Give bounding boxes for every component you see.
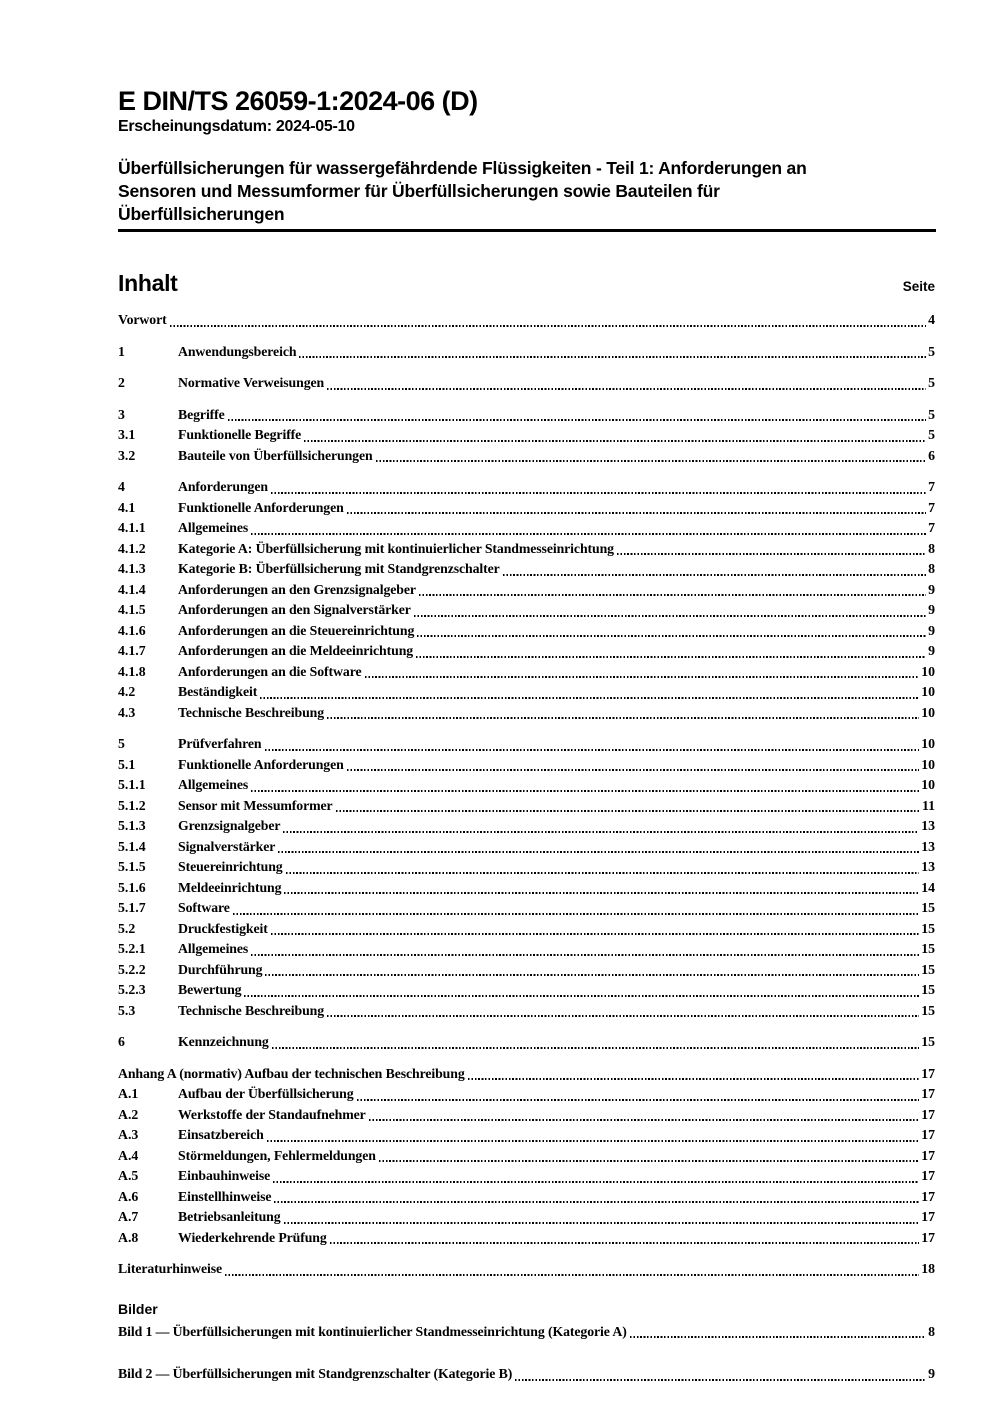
toc-entry-page: 10 [921, 704, 935, 720]
toc-dot-leader [347, 769, 920, 771]
toc-entry [118, 539, 935, 560]
toc-entry [118, 796, 935, 817]
toc-entry [118, 1001, 935, 1022]
document-number: E DIN/TS 26059-1:2024-06 (D) [118, 86, 478, 116]
toc-entry-number: 4.3 [118, 704, 136, 720]
toc-entry-number: 4.1.1 [118, 520, 146, 535]
toc-dot-leader [503, 574, 926, 576]
toc-entry [118, 1259, 935, 1280]
figures-heading: Bilder [118, 1300, 158, 1317]
toc-entry-page: 15 [921, 941, 935, 956]
document-title [118, 157, 935, 226]
toc-entry-number: 4.1.5 [118, 602, 146, 617]
toc-dot-leader [327, 1015, 919, 1017]
toc-entry-label: Einsatzbereich [178, 1127, 264, 1142]
toc-entry [118, 662, 935, 683]
toc-entry-page: 5 [928, 375, 935, 390]
toc-entry [118, 755, 935, 776]
toc-entry-label: Anhang A (normativ) Aufbau der technischen Beschreibung [118, 1065, 465, 1081]
toc-entry-number: 4.1.4 [118, 581, 146, 597]
toc-entry [118, 682, 935, 703]
toc-entry-page: 15 [921, 1002, 935, 1018]
toc-entry-label: Sensor mit Messumformer [178, 797, 333, 813]
toc-entry-label: Bild 1 — Überfüllsicherungen mit kontinuierlicher Standmesseinrichtung (Kategorie A) [118, 1323, 627, 1339]
toc-entry-number: 3.2 [118, 447, 136, 463]
toc-entry-number: 5.1.4 [118, 838, 146, 854]
toc-entry-page: 14 [921, 879, 935, 895]
toc-entry-number: 5.1.2 [118, 797, 146, 813]
toc-entry-page: 11 [921, 797, 935, 813]
toc-entry-label: Einstellhinweise [178, 1188, 272, 1204]
figures-list [118, 1322, 935, 1385]
toc-entry-label: Anforderungen an die Meldeeinrichtung [178, 643, 414, 658]
toc-entry-label: Allgemeines [178, 941, 249, 956]
toc-dot-leader [617, 553, 926, 555]
document-title-line: Sensoren und Messumformer für Überfüllsicherungen sowie Bauteilen für [118, 181, 720, 201]
toc-dot-leader [286, 872, 920, 874]
toc-entry-page: 10 [921, 777, 935, 792]
toc-entry [118, 641, 935, 662]
toc-entry-number: A.2 [118, 1106, 139, 1122]
toc-dot-leader [369, 1119, 920, 1121]
toc-entry-number: 2 [118, 375, 125, 390]
toc-dot-leader [327, 717, 919, 719]
toc-entry-number: 5.1.5 [118, 859, 146, 874]
toc-entry-page: 7 [928, 479, 935, 494]
toc-entry-page: 15 [921, 920, 935, 936]
toc-dot-leader [244, 995, 919, 997]
toc-dot-leader [225, 1274, 919, 1276]
document-title-line: Überfüllsicherungen [118, 204, 285, 224]
toc-entry-page: 5 [928, 406, 935, 422]
toc-entry-page: 15 [921, 900, 935, 915]
toc-entry-page: 10 [921, 736, 935, 751]
toc-entry-number: 5.2 [118, 920, 136, 936]
toc-entry-label: Werkstoffe der Standaufnehmer [178, 1106, 366, 1122]
toc-entry [118, 1322, 935, 1343]
toc-dot-leader [170, 325, 926, 327]
toc-entry-label: Vorwort [118, 312, 167, 327]
toc-entry [118, 580, 935, 601]
toc-entry-label: Aufbau der Überfüllsicherung [178, 1086, 354, 1101]
toc-entry-number: A.8 [118, 1229, 139, 1245]
toc-dot-leader [283, 831, 919, 833]
toc-dot-leader [251, 533, 926, 535]
toc-entry [118, 939, 935, 960]
toc-dot-leader [284, 1222, 920, 1224]
toc-entry-page: 10 [921, 684, 935, 699]
toc-entry-page: 4 [928, 312, 935, 327]
toc-dot-leader [274, 1201, 919, 1203]
toc-entry-number: A.1 [118, 1086, 139, 1101]
toc-entry [118, 1228, 935, 1249]
toc-entry-label: Literaturhinweise [118, 1261, 223, 1276]
toc-entry-label: Anwendungsbereich [178, 343, 297, 359]
toc-dot-leader [347, 512, 926, 514]
toc-entry-label: Anforderungen [178, 479, 268, 494]
toc-dot-leader [228, 419, 926, 421]
toc-entry [118, 980, 935, 1001]
toc-entry-page: 6 [928, 447, 935, 463]
toc-entry-label: Wiederkehrende Prüfung [178, 1229, 327, 1245]
toc-entry-label: Einbauhinweise [178, 1168, 271, 1183]
toc-entry-page: 17 [921, 1065, 935, 1081]
toc-entry-label: Signalverstärker [178, 838, 276, 854]
toc-entry [118, 734, 935, 755]
toc-entry-page: 17 [921, 1086, 935, 1101]
toc-dot-leader [265, 974, 919, 976]
toc-entry-page: 18 [921, 1261, 935, 1276]
toc-entry-page: 17 [921, 1168, 935, 1183]
toc-entry-label: Allgemeines [178, 777, 249, 792]
toc-entry [118, 837, 935, 858]
toc-dot-leader [233, 913, 919, 915]
toc-entry [118, 518, 935, 539]
toc-dot-leader [251, 954, 919, 956]
toc-entry-label: Anforderungen an den Grenzsignalgeber [178, 581, 416, 597]
toc-entry [118, 1105, 935, 1126]
toc-entry [118, 342, 935, 363]
toc-header-row [118, 270, 935, 297]
toc-entry-page: 13 [921, 859, 935, 874]
toc-entry [118, 816, 935, 837]
toc-dot-leader [260, 697, 919, 699]
toc-entry-label: Anforderungen an die Software [178, 663, 362, 679]
toc-entry [118, 857, 935, 878]
toc-entry-page: 10 [921, 756, 935, 772]
toc-entry-label: Beständigkeit [178, 684, 258, 699]
toc-entry-page: 17 [921, 1188, 935, 1204]
toc-entry-number: 5 [118, 736, 125, 751]
toc-entry-page: 15 [921, 961, 935, 977]
toc-entry [118, 775, 935, 796]
toc-entry-label: Bewertung [178, 982, 242, 997]
toc-dot-leader [515, 1379, 926, 1381]
toc-list [118, 310, 935, 1280]
toc-entry-label: Durchführung [178, 961, 263, 977]
toc-entry-page: 5 [928, 343, 935, 359]
toc-entry-label: Technische Beschreibung [178, 704, 325, 720]
toc-dot-leader [414, 615, 926, 617]
toc-dot-leader [330, 1242, 920, 1244]
toc-entry-page: 8 [928, 1323, 935, 1339]
toc-entry-number: A.4 [118, 1147, 139, 1163]
toc-entry-label: Anforderungen an den Signalverstärker [178, 602, 411, 617]
page-content [118, 0, 935, 1385]
toc-entry-label: Allgemeines [178, 520, 249, 535]
toc-entry-number: 6 [118, 1034, 125, 1049]
toc-entry-number: A.6 [118, 1188, 139, 1204]
toc-entry-page: 15 [921, 982, 935, 997]
toc-entry [118, 1125, 935, 1146]
toc-entry-page: 7 [928, 520, 935, 535]
toc-entry [118, 960, 935, 981]
toc-dot-leader [365, 676, 920, 678]
toc-entry-label: Steuereinrichtung [178, 859, 283, 874]
toc-entry-page: 9 [928, 602, 935, 617]
title-divider-rule [118, 229, 936, 232]
toc-entry-page: 8 [928, 561, 935, 576]
toc-entry-number: A.3 [118, 1127, 139, 1142]
toc-entry [118, 1064, 935, 1085]
toc-entry [118, 1146, 935, 1167]
toc-dot-leader [376, 460, 927, 462]
toc-entry [118, 559, 935, 580]
toc-entry-number: 4.1.6 [118, 622, 146, 638]
toc-entry-page: 17 [921, 1209, 935, 1224]
toc-entry [118, 310, 935, 331]
toc-entry-number: 5.1.7 [118, 900, 146, 915]
toc-dot-leader [336, 810, 920, 812]
toc-entry-page: 7 [928, 499, 935, 515]
toc-entry-number: 1 [118, 343, 125, 359]
toc-entry-label: Betriebsanleitung [178, 1209, 281, 1224]
toc-dot-leader [417, 635, 926, 637]
toc-heading: Inhalt [118, 270, 178, 296]
toc-entry [118, 600, 935, 621]
toc-entry [118, 425, 935, 446]
toc-entry [118, 446, 935, 467]
toc-dot-leader [304, 440, 926, 442]
toc-entry-page: 8 [928, 540, 935, 556]
toc-dot-leader [284, 892, 919, 894]
toc-entry-number: 5.1 [118, 756, 136, 772]
toc-entry-label: Störmeldungen, Fehlermeldungen [178, 1147, 376, 1163]
toc-entry-label: Kategorie B: Überfüllsicherung mit Standgrenzschalter [178, 561, 500, 576]
toc-entry [118, 1207, 935, 1228]
toc-entry-label: Technische Beschreibung [178, 1002, 325, 1018]
toc-entry-number: 5.2.1 [118, 941, 146, 956]
toc-entry-label: Kennzeichnung [178, 1034, 269, 1049]
toc-entry-number: A.5 [118, 1168, 139, 1183]
toc-entry [118, 1166, 935, 1187]
toc-entry-page: 17 [921, 1147, 935, 1163]
toc-entry-label: Funktionelle Anforderungen [178, 756, 344, 772]
toc-entry [118, 1032, 935, 1053]
toc-entry-label: Normative Verweisungen [178, 375, 325, 390]
toc-entry-label: Meldeeinrichtung [178, 879, 282, 895]
toc-entry [118, 919, 935, 940]
toc-entry-number: 5.2.3 [118, 982, 146, 997]
toc-entry-page: 17 [921, 1229, 935, 1245]
toc-entry-page: 15 [921, 1034, 935, 1049]
toc-dot-leader [357, 1099, 920, 1101]
toc-entry-number: 4.1.8 [118, 663, 146, 679]
toc-entry-number: 4.1 [118, 499, 136, 515]
toc-entry-page: 17 [921, 1127, 935, 1142]
toc-entry-number: 4.1.7 [118, 643, 146, 658]
toc-dot-leader [299, 356, 926, 358]
toc-entry [118, 405, 935, 426]
toc-entry-label: Funktionelle Begriffe [178, 427, 302, 442]
toc-entry-number: 5.3 [118, 1002, 136, 1018]
toc-dot-leader [271, 933, 920, 935]
toc-entry-label: Bauteile von Überfüllsicherungen [178, 447, 373, 463]
toc-dot-leader [379, 1160, 919, 1162]
toc-page-column-label: Seite [902, 279, 935, 294]
toc-entry [118, 498, 935, 519]
toc-entry-page: 13 [921, 838, 935, 854]
toc-entry-number: 4.1.3 [118, 561, 146, 576]
toc-entry-label: Software [178, 900, 230, 915]
toc-entry [118, 1084, 935, 1105]
toc-dot-leader [267, 1140, 919, 1142]
document-title-line: Überfüllsicherungen für wassergefährdende Flüssigkeiten - Teil 1: Anforderungen an [118, 158, 807, 178]
toc-entry-label: Kategorie A: Überfüllsicherung mit kontinuierlicher Standmesseinrichtung [178, 540, 614, 556]
toc-dot-leader [265, 749, 920, 751]
toc-entry-label: Funktionelle Anforderungen [178, 499, 344, 515]
toc-dot-leader [419, 594, 926, 596]
toc-entry-page: 10 [921, 663, 935, 679]
toc-entry-number: 3 [118, 406, 125, 422]
toc-entry [118, 878, 935, 899]
toc-entry [118, 373, 935, 394]
toc-entry-page: 9 [928, 643, 935, 658]
toc-entry-label: Prüfverfahren [178, 736, 262, 751]
toc-entry-label: Druckfestigkeit [178, 920, 268, 936]
toc-entry-number: 3.1 [118, 427, 136, 442]
toc-entry-label: Bild 2 — Überfüllsicherungen mit Standgrenzschalter (Kategorie B) [118, 1366, 513, 1381]
toc-dot-leader [272, 1047, 920, 1049]
toc-entry-number: 5.2.2 [118, 961, 146, 977]
toc-dot-leader [630, 1336, 926, 1338]
toc-dot-leader [271, 492, 926, 494]
toc-dot-leader [273, 1181, 919, 1183]
toc-entry [118, 1187, 935, 1208]
toc-entry [118, 1364, 935, 1385]
toc-entry-page: 17 [921, 1106, 935, 1122]
toc-entry [118, 898, 935, 919]
toc-entry-page: 9 [928, 622, 935, 638]
toc-dot-leader [468, 1078, 920, 1080]
toc-dot-leader [416, 656, 926, 658]
toc-entry-page: 13 [921, 818, 935, 833]
toc-entry-number: 5.1.3 [118, 818, 146, 833]
toc-entry-number: 4.1.2 [118, 540, 146, 556]
toc-entry-number: 4.2 [118, 684, 136, 699]
toc-entry [118, 477, 935, 498]
toc-entry [118, 621, 935, 642]
toc-dot-leader [327, 388, 926, 390]
toc-dot-leader [278, 851, 919, 853]
toc-entry-number: A.7 [118, 1209, 139, 1224]
toc-entry-number: 5.1.6 [118, 879, 146, 895]
publication-date: Erscheinungsdatum: 2024-05-10 [118, 118, 355, 135]
toc-dot-leader [251, 790, 919, 792]
toc-entry-label: Grenzsignalgeber [178, 818, 281, 833]
toc-entry-page: 9 [928, 581, 935, 597]
toc-entry-number: 4 [118, 479, 125, 494]
toc-entry-label: Anforderungen an die Steuereinrichtung [178, 622, 415, 638]
toc-entry-label: Begriffe [178, 406, 225, 422]
toc-entry [118, 703, 935, 724]
toc-entry-number: 5.1.1 [118, 777, 146, 792]
toc-entry-page: 5 [928, 427, 935, 442]
toc-entry-page: 9 [928, 1366, 935, 1381]
